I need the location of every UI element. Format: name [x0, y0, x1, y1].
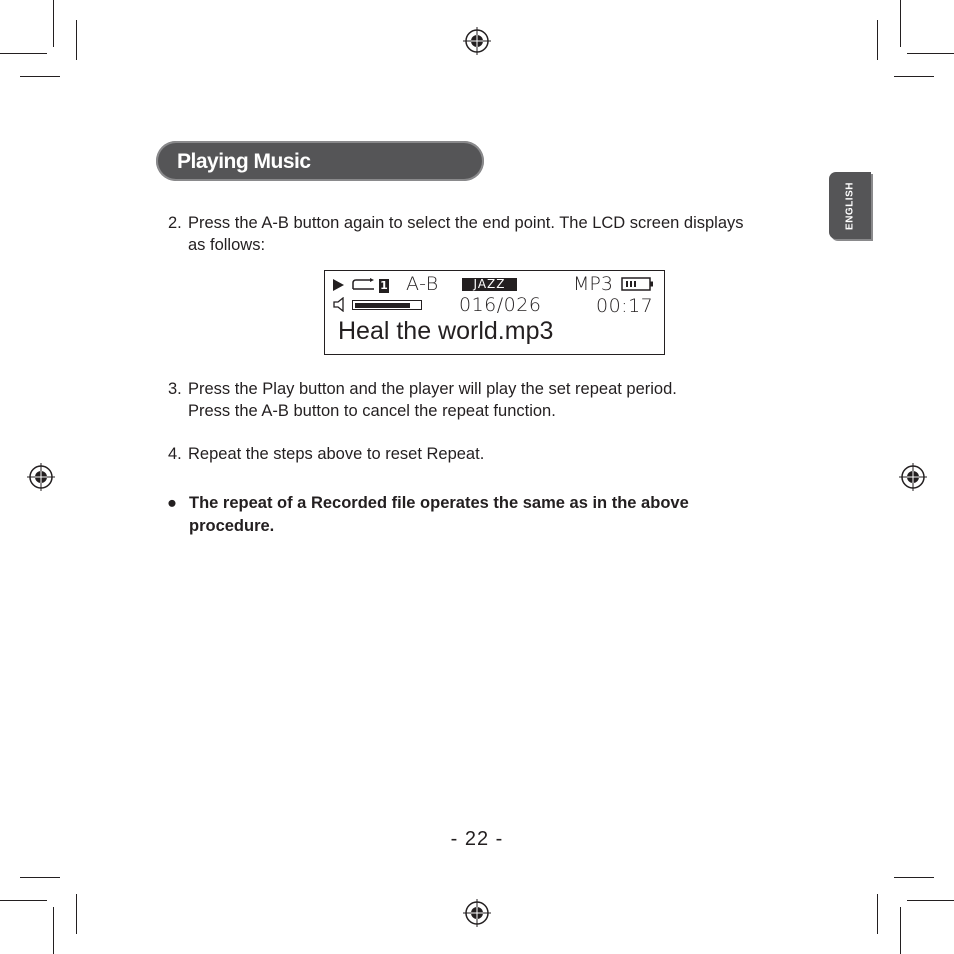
step-line: as follows:: [188, 235, 266, 254]
volume-bar-fill: [355, 303, 410, 308]
crop-mark: [877, 894, 878, 934]
registration-mark-icon: [462, 898, 492, 928]
step-number: 4.: [168, 445, 182, 463]
note-line: procedure.: [189, 517, 275, 535]
crop-mark: [900, 0, 901, 47]
registration-mark-icon: [462, 26, 492, 56]
speaker-icon: [333, 297, 347, 312]
step-4: [168, 444, 484, 466]
section-header: [156, 141, 484, 181]
crop-mark: [0, 900, 47, 901]
lcd-elapsed-time: 00:17: [596, 295, 654, 317]
step-3: [168, 379, 677, 422]
registration-mark-icon: [898, 462, 928, 492]
crop-mark: [907, 53, 954, 54]
language-tab-label: ENGLISH: [844, 181, 856, 230]
volume-bar: [352, 300, 422, 310]
step-line: Press the Play button and the player will play the set repeat period.: [188, 380, 677, 398]
language-tab: [829, 172, 871, 239]
crop-mark: [877, 20, 878, 60]
lcd-track-counter: 016/026: [459, 294, 542, 316]
crop-mark: [900, 907, 901, 954]
bullet-icon: ●: [167, 494, 177, 512]
section-title: Playing Music: [177, 150, 311, 173]
battery-icon: [621, 277, 655, 291]
step-line: Press the A-B button to cancel the repeat function.: [188, 401, 556, 420]
crop-mark: [20, 76, 60, 77]
crop-mark: [53, 0, 54, 47]
lcd-filename: Heal the world.mp3: [338, 317, 554, 345]
crop-mark: [907, 900, 954, 901]
play-icon: [333, 279, 344, 291]
lcd-format: MP3: [573, 273, 613, 295]
step-number: 3.: [168, 380, 182, 398]
note-line: The repeat of a Recorded file operates the same as in the above: [189, 494, 689, 512]
note: [167, 492, 769, 538]
crop-mark: [894, 877, 934, 878]
step-line: Press the A-B button again to select the end point. The LCD screen displays: [188, 214, 744, 232]
step-number: 2.: [168, 214, 182, 232]
registration-mark-icon: [26, 462, 56, 492]
crop-mark: [20, 877, 60, 878]
crop-mark: [76, 894, 77, 934]
crop-mark: [76, 20, 77, 60]
step-line: Repeat the steps above to reset Repeat.: [188, 445, 485, 463]
page-number: - 22 -: [450, 828, 504, 850]
repeat-icon: [351, 278, 377, 292]
crop-mark: [0, 53, 47, 54]
step-2: [168, 213, 744, 256]
lcd-screen: [324, 270, 665, 355]
repeat-badge: 1: [380, 279, 388, 292]
crop-mark: [894, 76, 934, 77]
lcd-eq-label: JAZZ: [462, 278, 517, 291]
crop-mark: [53, 907, 54, 954]
lcd-mode: A-B: [406, 273, 439, 295]
